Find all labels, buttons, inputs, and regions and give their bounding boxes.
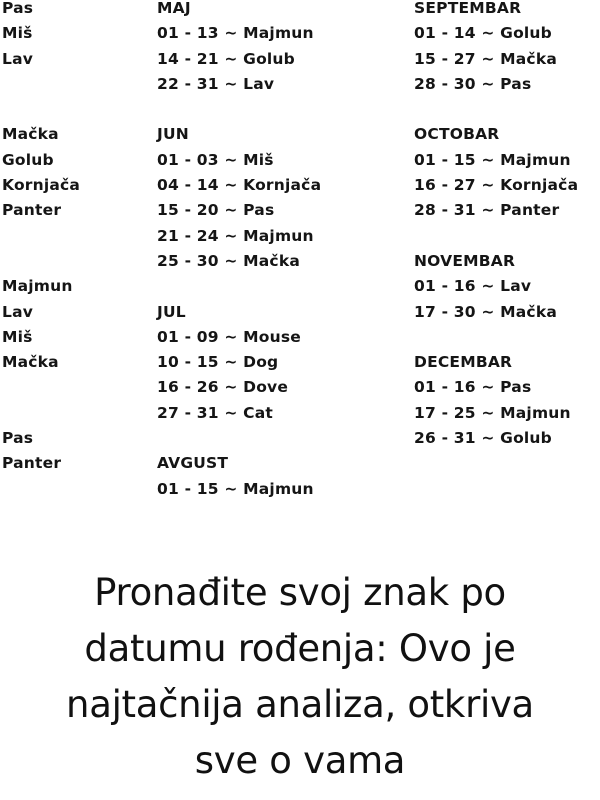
table-line: 16 - 26 ~ Dove <box>157 378 289 397</box>
table-line: 01 - 15 ~ Majmun <box>157 479 314 498</box>
middle-column <box>157 0 321 502</box>
table-line: NOVEMBAR <box>414 251 516 270</box>
table-line: Miš <box>2 24 33 43</box>
table-line: DECEMBAR <box>414 353 513 372</box>
table-line: AVGUST <box>157 454 229 473</box>
table-line: 22 - 31 ~ Lav <box>157 74 275 93</box>
table-line: 01 - 14 ~ Golub <box>414 24 552 43</box>
spacer <box>157 426 321 451</box>
table-line: Miš <box>2 327 33 346</box>
table-line: 01 - 03 ~ Miš <box>157 150 274 169</box>
right-column <box>414 0 578 451</box>
table-line: 01 - 16 ~ Pas <box>414 378 532 397</box>
table-line: Panter <box>2 201 62 220</box>
left-column <box>2 0 80 477</box>
headline-line: sve o vama <box>194 738 406 782</box>
table-line: 17 - 25 ~ Majmun <box>414 403 571 422</box>
table-line: 17 - 30 ~ Mačka <box>414 302 557 321</box>
table-line: Lav <box>2 49 34 68</box>
spacer <box>2 72 80 97</box>
table-line: Lav <box>2 302 34 321</box>
table-line: 10 - 15 ~ Dog <box>157 353 279 372</box>
table-line: OCTOBAR <box>414 125 500 144</box>
spacer <box>2 97 80 122</box>
table-line: JUL <box>157 302 186 321</box>
spacer <box>2 249 80 274</box>
table-line: Majmun <box>2 277 73 296</box>
table-line: 15 - 20 ~ Pas <box>157 201 275 220</box>
table-line: Mačka <box>2 125 59 144</box>
table-line: 14 - 21 ~ Golub <box>157 49 295 68</box>
table-line: 01 - 16 ~ Lav <box>414 277 532 296</box>
table-line: 01 - 15 ~ Majmun <box>414 150 571 169</box>
table-line: Mačka <box>2 353 59 372</box>
table-line: 27 - 31 ~ Cat <box>157 403 273 422</box>
spacer <box>2 224 80 249</box>
table-line: 04 - 14 ~ Kornjača <box>157 176 322 195</box>
table-line: 25 - 30 ~ Mačka <box>157 251 300 270</box>
spacer <box>157 274 321 299</box>
table-line: Pas <box>2 429 34 448</box>
spacer <box>2 375 80 400</box>
table-line: SEPTEMBAR <box>414 0 522 17</box>
table-line: Pas <box>2 0 34 17</box>
headline-line: najtačnija analiza, otkriva <box>66 682 534 726</box>
headline-line: Pronađite svoj znak po <box>94 570 506 614</box>
table-line: Panter <box>2 454 62 473</box>
spacer <box>414 97 578 122</box>
table-line: 28 - 30 ~ Pas <box>414 74 532 93</box>
table-line: 16 - 27 ~ Kornjača <box>414 176 579 195</box>
table-line: MAJ <box>157 0 191 17</box>
spacer <box>157 97 321 122</box>
headline-line: datumu rođenja: Ovo je <box>84 626 516 670</box>
spacer <box>414 325 578 350</box>
table-line: 21 - 24 ~ Majmun <box>157 226 314 245</box>
article-headline[interactable] <box>0 565 600 789</box>
spacer <box>2 401 80 426</box>
table-line: Kornjača <box>2 176 81 195</box>
table-line: 01 - 09 ~ Mouse <box>157 327 301 346</box>
table-line: Golub <box>2 150 54 169</box>
spacer <box>414 224 578 249</box>
table-line: 01 - 13 ~ Majmun <box>157 24 314 43</box>
table-line: 26 - 31 ~ Golub <box>414 429 552 448</box>
table-line: 28 - 31 ~ Panter <box>414 201 560 220</box>
table-line: 15 - 27 ~ Mačka <box>414 49 557 68</box>
table-line: JUN <box>157 125 189 144</box>
